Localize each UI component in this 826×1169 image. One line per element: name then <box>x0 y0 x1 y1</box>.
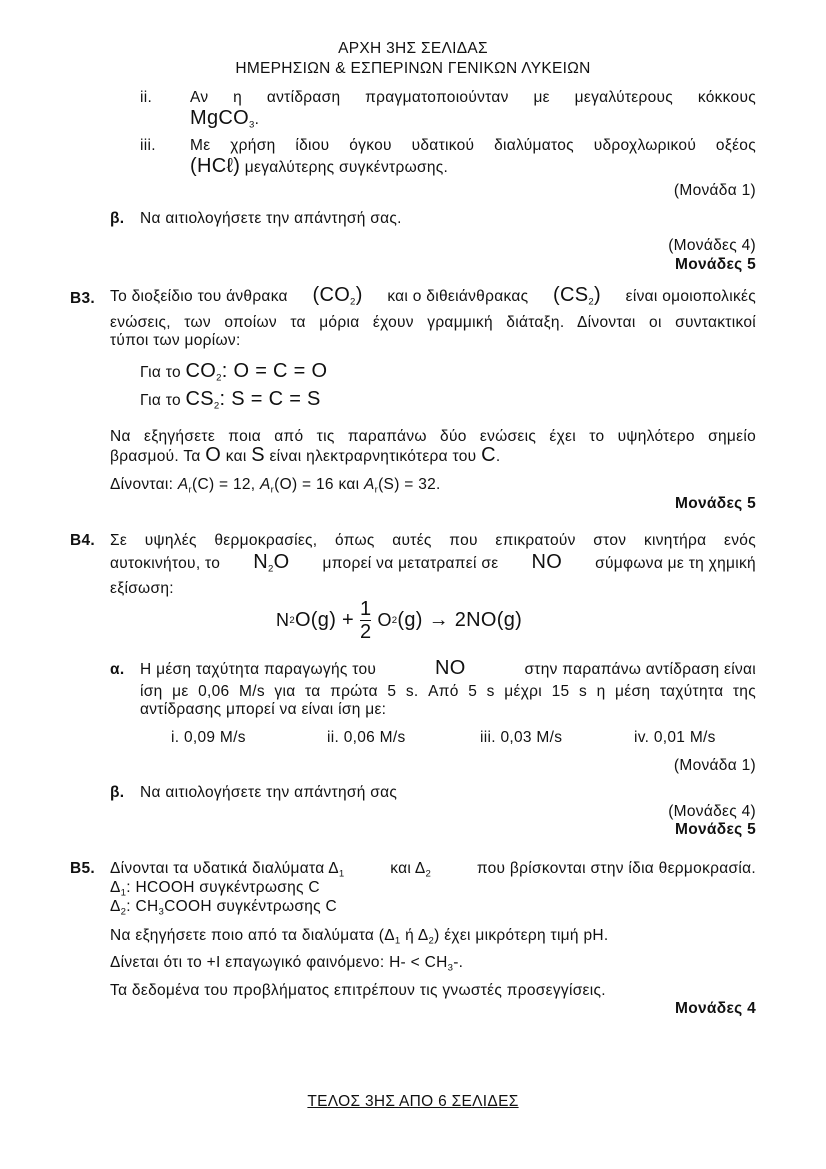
b4-beta-score: (Μονάδες 4) <box>668 803 756 820</box>
item-iii-text: Με χρήση ίδιου όγκου υδατικού διαλύματος υδροχλωρικού οξέος <box>190 137 756 154</box>
item-ii-number: ii. <box>140 89 153 106</box>
b4-line-2: αυτοκινήτου, το $N_2O$ μπορεί να μετατραπεί σε NO σύμφωνα με τη χημική <box>110 551 756 575</box>
chemical-equation: N 2 O(g) + $\frac{1}{2}$ O 2 (g) → 2NO(g) <box>276 598 523 643</box>
b3-question-line-2: βρασμού. Τα O και S είναι ηλεκτραρνητικότερα του C. <box>110 444 501 466</box>
page-footer: ΤΕΛΟΣ 3ΗΣ ΑΠΟ 6 ΣΕΛΙΔΕΣ <box>307 1093 519 1110</box>
page-header-line-1: ΑΡΧΗ 3ΗΣ ΣΕΛΙΔΑΣ <box>338 40 488 57</box>
question-b3-label: Β3. <box>70 290 96 307</box>
cs2-structure: Για το $CS_2$: S = C = S <box>140 388 321 412</box>
question-b5-label: Β5. <box>70 860 96 877</box>
option-ii: ii. 0,06 M/s <box>327 729 406 746</box>
b4-alpha-score: (Μονάδα 1) <box>673 757 756 774</box>
question-b4-label: Β4. <box>70 532 96 549</box>
one-half-fraction: $\frac{1}{2}$ <box>360 598 372 643</box>
b2-total-score: Μονάδες 5 <box>675 256 756 273</box>
b4-alpha-line-3: αντίδρασης μπορεί να είναι ίση με: <box>140 701 387 718</box>
b3-line-2: ενώσεις, των οποίων τα μόρια έχουν γραμμική διάταξη. Δίνονται οι συντακτικοί <box>110 314 756 331</box>
item-ii-formula: MgCO$_3$. <box>190 107 260 131</box>
option-i: i. 0,09 M/s <box>171 729 246 746</box>
solution-d1: $\Delta_1$: HCOOH συγκέντρωσης C <box>110 879 320 899</box>
b5-approximations: Τα δεδομένα του προβλήματος επιτρέπουν τις γνωστές προσεγγίσεις. <box>110 982 606 999</box>
b4-alpha-label: α. <box>110 661 125 678</box>
option-iii: iii. 0,03 M/s <box>480 729 563 746</box>
b5-line-1: Δίνονται τα υδατικά διαλύματα $\Delta_1$ και $\Delta_2$ που βρίσκονται στην ίδια θερμοκρασία. <box>110 860 756 880</box>
b3-total-score: Μονάδες 5 <box>675 495 756 512</box>
b3-question-line-1: Να εξηγήσετε ποια από τις παραπάνω δύο ενώσεις έχει το υψηλότερο σημείο <box>110 428 756 445</box>
option-iv: iv. 0,01 M/s <box>634 729 716 746</box>
beta-score: (Μονάδες 4) <box>668 237 756 254</box>
b4-alpha-line-1: Η μέση ταχύτητα παραγωγής του NO στην παραπάνω αντίδραση είναι <box>140 657 756 679</box>
b4-alpha-line-2: ίση με 0,06 M/s για τα πρώτα 5 s. Από 5 s μέχρι 15 s η μέση ταχύτητα της <box>140 683 756 700</box>
item-iii-formula: (HCℓ) μεγαλύτερης συγκέντρωσης. <box>190 155 449 177</box>
alpha-score: (Μονάδα 1) <box>673 182 756 199</box>
b4-beta-label: β. <box>110 784 125 801</box>
beta-label: β. <box>110 210 125 227</box>
b4-line-1: Σε υψηλές θερμοκρασίες, όπως αυτές που επικρατούν στον κινητήρα ενός <box>110 532 756 549</box>
b4-total-score: Μονάδες 5 <box>675 821 756 838</box>
b3-given-masses: Δίνονται: $A_r(C) = 12$, $A_r(O) = 16$ και $A_r(S) = 32$. <box>110 476 441 496</box>
b3-line-1: Το διοξείδιο του άνθρακα $(CO_2)$ και ο διθειάνθρακας $(CS_2)$ είναι ομοιοπολικές <box>110 284 756 308</box>
b5-question: Να εξηγήσετε ποιο από τα διαλύματα ($\Delta_1$ ή $\Delta_2$) έχει μικρότερη τιμή pH. <box>110 927 609 947</box>
co2-structure: Για το $CO_2$: O = C = O <box>140 360 328 384</box>
beta-text: Να αιτιολογήσετε την απάντησή σας. <box>140 210 402 227</box>
b4-line-3: εξίσωση: <box>110 580 174 597</box>
b3-line-3: τύποι των μορίων: <box>110 332 241 349</box>
page-header-line-2: ΗΜΕΡΗΣΙΩΝ & ΕΣΠΕΡΙΝΩΝ ΓΕΝΙΚΩΝ ΛΥΚΕΙΩΝ <box>235 60 591 77</box>
b5-given-inductive: Δίνεται ότι το +I επαγωγικό φαινόμενο: $H- < CH_3-$. <box>110 954 464 974</box>
b4-beta-text: Να αιτιολογήσετε την απάντησή σας <box>140 784 398 801</box>
solution-d2: $\Delta_2$: $CH_3COOH$ συγκέντρωσης C <box>110 898 338 918</box>
b5-total-score: Μονάδες 4 <box>675 1000 756 1017</box>
item-iii-number: iii. <box>140 137 156 154</box>
item-ii-text: Αν η αντίδραση πραγματοποιούνταν με μεγαλύτερους κόκκους <box>190 89 756 106</box>
